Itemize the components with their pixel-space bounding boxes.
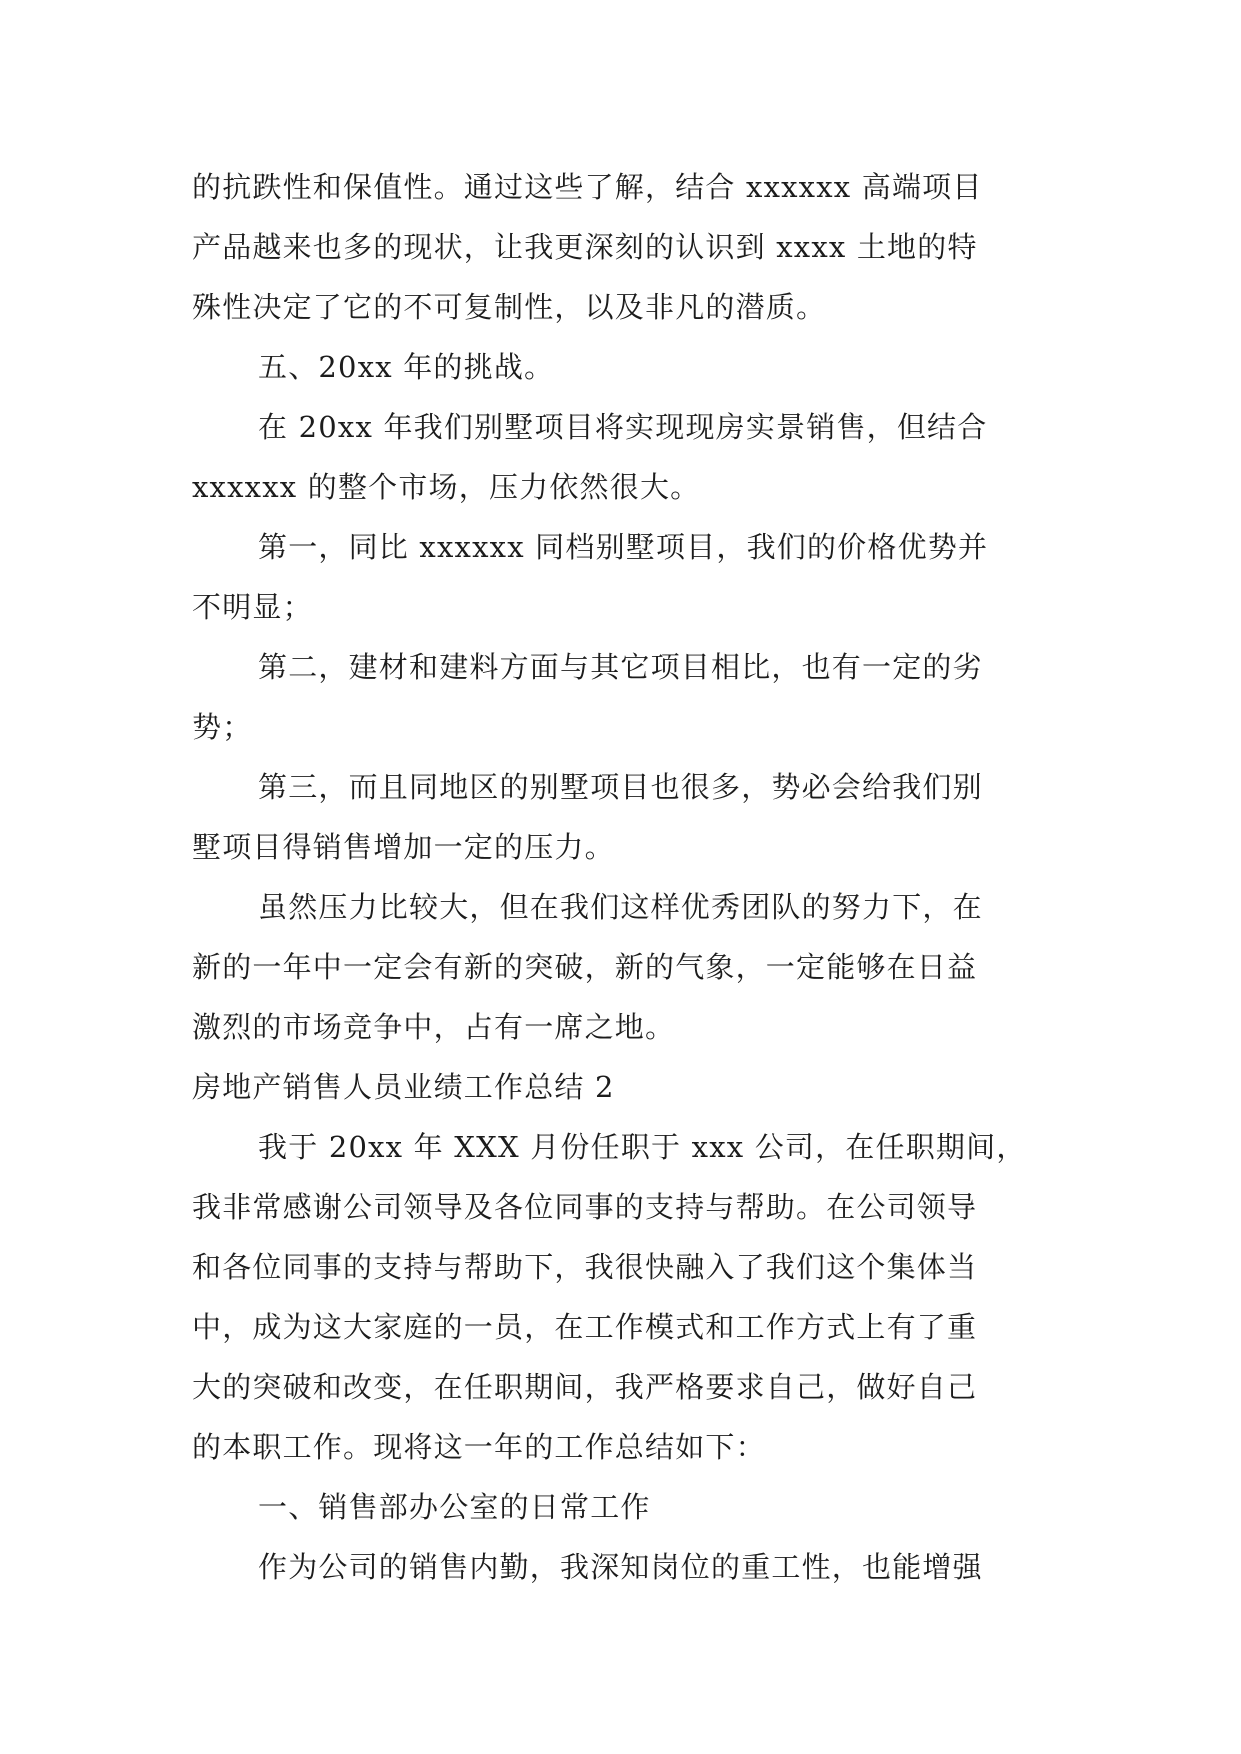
text-line: 我于 20xx 年 XXX 月份任职于 xxx 公司，在任职期间， xyxy=(258,1130,1027,1164)
text-line: 第三，而且同地区的别墅项目也很多，势必会给我们别 xyxy=(258,770,983,804)
text-line: 不明显； xyxy=(192,590,313,624)
text-line: 的抗跌性和保值性。通过这些了解，结合 xxxxxx 高端项目 xyxy=(192,170,983,204)
text-line: 我非常感谢公司领导及各位同事的支持与帮助。在公司领导 xyxy=(192,1190,978,1224)
text-line: 虽然压力比较大，但在我们这样优秀团队的努力下，在 xyxy=(258,890,983,924)
text-line: 的本职工作。现将这一年的工作总结如下： xyxy=(192,1430,766,1464)
text-line: 中，成为这大家庭的一员，在工作模式和工作方式上有了重 xyxy=(192,1310,978,1344)
text-line: 和各位同事的支持与帮助下，我很快融入了我们这个集体当 xyxy=(192,1250,978,1284)
text-line: 第一，同比 xxxxxx 同档别墅项目，我们的价格优势并 xyxy=(258,530,989,564)
text-line: 房地产销售人员业绩工作总结 2 xyxy=(192,1070,615,1104)
text-line: 产品越来也多的现状，让我更深刻的认识到 xxxx 土地的特 xyxy=(192,230,978,264)
text-line: 五、20xx 年的挑战。 xyxy=(258,350,555,384)
text-line: 墅项目得销售增加一定的压力。 xyxy=(192,830,615,864)
text-line: 大的突破和改变，在任职期间，我严格要求自己，做好自己 xyxy=(192,1370,978,1404)
text-line: 势； xyxy=(192,710,253,744)
text-line: 一、销售部办公室的日常工作 xyxy=(258,1490,651,1524)
text-line: 激烈的市场竞争中，占有一席之地。 xyxy=(192,1010,676,1044)
text-line: 在 20xx 年我们别墅项目将实现现房实景销售，但结合 xyxy=(258,410,988,444)
text-line: 作为公司的销售内勤，我深知岗位的重工性，也能增强 xyxy=(258,1550,983,1584)
text-line: xxxxxx 的整个市场，压力依然很大。 xyxy=(192,470,701,504)
text-line: 新的一年中一定会有新的突破，新的气象，一定能够在日益 xyxy=(192,950,978,984)
document-body xyxy=(192,157,1050,1597)
text-line: 第二，建材和建料方面与其它项目相比，也有一定的劣 xyxy=(258,650,983,684)
text-line: 殊性决定了它的不可复制性，以及非凡的潜质。 xyxy=(192,290,827,324)
